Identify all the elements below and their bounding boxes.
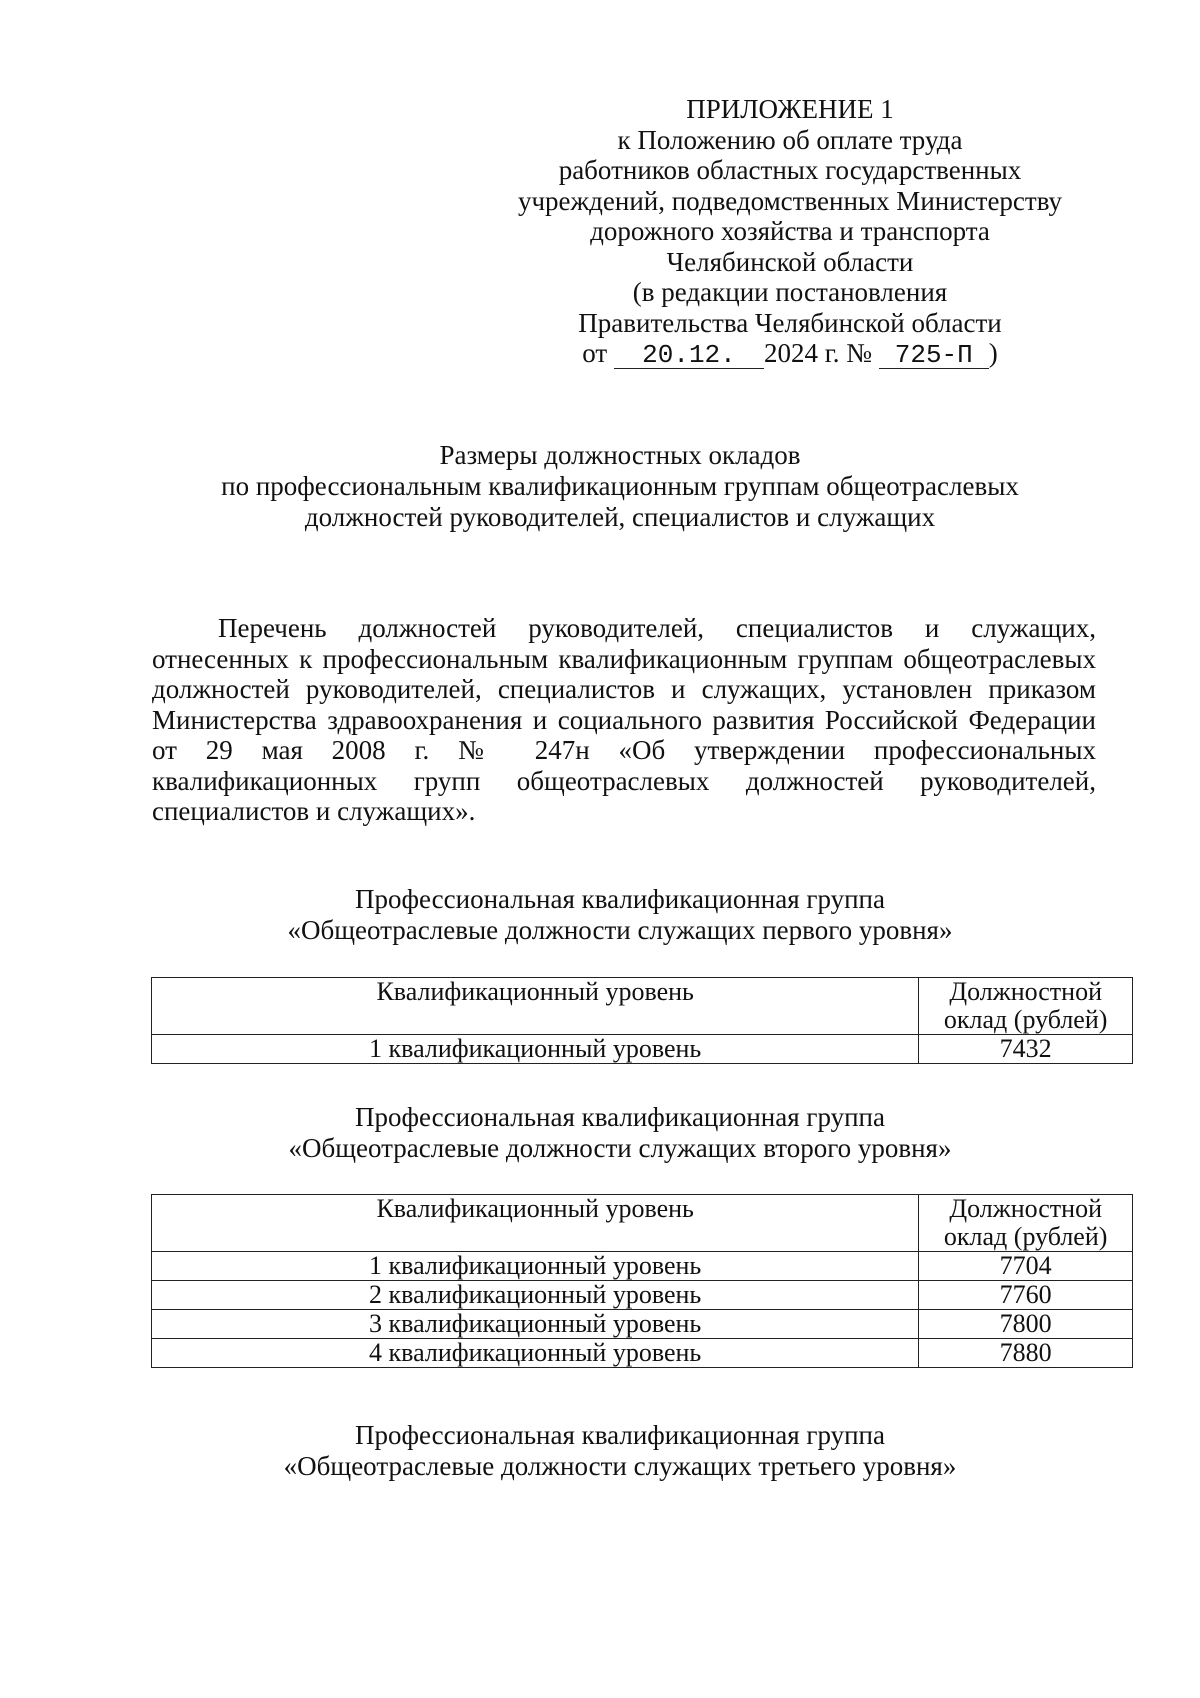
table-row	[152, 1035, 1133, 1064]
close-paren: )	[988, 338, 998, 368]
group-title-line: Профессиональная квалификационная группа	[355, 1102, 885, 1132]
group-title-first-level	[140, 884, 1100, 945]
resolution-date: 20.12.	[614, 342, 764, 369]
group-title-third-level	[140, 1420, 1100, 1481]
salary-cell: 7432	[919, 1035, 1133, 1064]
date-prefix: от	[582, 338, 608, 368]
group-title-line: Профессиональная квалификационная группа	[355, 884, 885, 914]
appendix-line: Правительства Челябинской области	[578, 307, 1002, 338]
appendix-line: работников областных государственных	[558, 155, 1022, 185]
header-level: Квалификационный уровень	[152, 978, 919, 1035]
group-title-second-level	[140, 1102, 1100, 1163]
table-row	[152, 1339, 1133, 1368]
heading-line: должностей руководителей, специалистов и служащих	[304, 502, 936, 532]
level-cell: 4 квалификационный уровень	[152, 1339, 919, 1368]
level-cell: 1 квалификационный уровень	[152, 1035, 919, 1064]
table-row	[152, 1281, 1133, 1310]
table-row	[152, 1252, 1133, 1281]
salary-table-second-level	[151, 1194, 1133, 1368]
header-salary-line: Должностной	[949, 977, 1102, 1006]
appendix-line: (в редакции постановления	[632, 277, 948, 307]
document-heading	[140, 440, 1100, 533]
heading-line: по профессиональным квалификационным группам общеотраслевых	[221, 471, 1019, 501]
intro-paragraph	[152, 613, 1096, 827]
salary-cell: 7704	[919, 1252, 1133, 1281]
header-salary-line: оклад (рублей)	[943, 1222, 1108, 1251]
level-cell: 3 квалификационный уровень	[152, 1310, 919, 1339]
heading-line: Размеры должностных окладов	[439, 440, 801, 470]
resolution-date-line	[500, 338, 1080, 369]
salary-cell: 7760	[919, 1281, 1133, 1310]
header-salary-line: оклад (рублей)	[943, 1005, 1108, 1034]
salary-cell: 7800	[919, 1310, 1133, 1339]
appendix-header	[500, 94, 1080, 369]
group-title-line: Профессиональная квалификационная группа	[355, 1420, 885, 1450]
group-title-line: «Общеотраслевые должности служащих первого уровня»	[287, 914, 953, 945]
table-header-row	[152, 978, 1133, 1035]
table-header-row	[152, 1195, 1133, 1252]
salary-table-first-level	[151, 977, 1133, 1064]
header-level: Квалификационный уровень	[152, 1195, 919, 1252]
resolution-year: 2024 г. №	[763, 338, 872, 368]
group-title-line: «Общеотраслевые должности служащих второго уровня»	[288, 1132, 952, 1163]
appendix-line: учреждений, подведомственных Министерству	[517, 185, 1063, 216]
header-salary	[919, 978, 1133, 1035]
appendix-line: Челябинской области	[666, 246, 914, 277]
level-cell: 1 квалификационный уровень	[152, 1252, 919, 1281]
resolution-number: 725-П	[879, 342, 989, 369]
table-row	[152, 1310, 1133, 1339]
header-salary-line: Должностной	[949, 1194, 1102, 1223]
header-salary	[919, 1195, 1133, 1252]
appendix-line: к Положению об оплате труда	[617, 124, 963, 155]
group-title-line: «Общеотраслевые должности служащих третьего уровня»	[283, 1450, 957, 1481]
appendix-line: дорожного хозяйства и транспорта	[590, 216, 990, 246]
intro-text: Перечень должностей руководителей, специалистов и служащих, отнесенных к профессиональным квалификационным группам общеотраслевых должностей руководителей, специалистов и служащих, установлен приказом Министерства здравоохранения и социального развития Российской Федерации от 29 мая 2008 г. № 247н «Об утверждении профессиональных квалификационных групп общеотраслевых должностей руководителей, специалистов и служащих».	[152, 613, 1096, 826]
appendix-title: ПРИЛОЖЕНИЕ 1	[686, 94, 894, 124]
salary-cell: 7880	[919, 1339, 1133, 1368]
level-cell: 2 квалификационный уровень	[152, 1281, 919, 1310]
